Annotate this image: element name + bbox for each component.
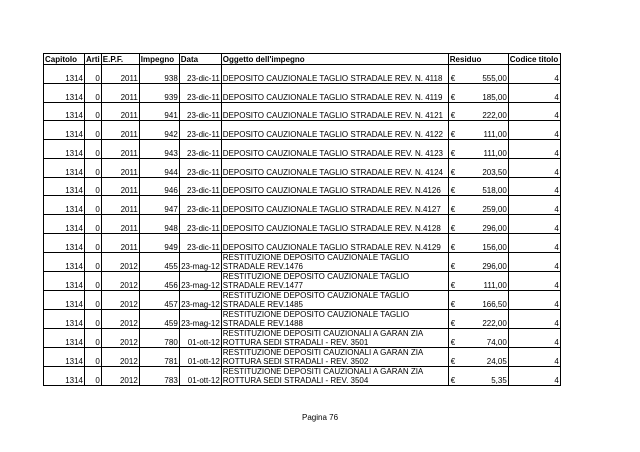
- cell-impegno: 949: [139, 233, 179, 252]
- cell-capitolo: 1314: [44, 366, 85, 385]
- cell-impegno: 944: [139, 158, 179, 177]
- cell-capitolo: 1314: [44, 140, 85, 159]
- oggetto-line: DEPOSITO CAUZIONALE TAGLIO STRADALE REV. N. 4118: [222, 73, 443, 83]
- oggetto-line: DEPOSITO CAUZIONALE TAGLIO STRADALE REV. N. 4119: [222, 92, 443, 102]
- cell-residuo: [448, 102, 508, 121]
- cell-residuo: [448, 158, 508, 177]
- residuo-amount: 555,00: [482, 73, 507, 83]
- cell-data: 01-ott-12: [179, 328, 221, 347]
- cell-impegno: 459: [139, 309, 179, 328]
- cell-oggetto: [221, 140, 448, 159]
- cell-oggetto: [221, 366, 448, 385]
- cell-data: 23-mag-12: [179, 290, 221, 309]
- cell-codice-titolo: 4: [508, 83, 560, 102]
- cell-epf: 2012: [101, 309, 139, 328]
- oggetto-line: RESTITUZIONE DEPOSITO CAUZIONALE TAGLIO: [222, 290, 410, 300]
- oggetto-line: DEPOSITO CAUZIONALE TAGLIO STRADALE REV. N.4126: [222, 186, 441, 196]
- cell-codice-titolo: 4: [508, 158, 560, 177]
- cell-impegno: 946: [139, 177, 179, 196]
- oggetto-line: STRADALE REV.1485: [222, 299, 303, 309]
- currency-symbol: €: [450, 261, 456, 271]
- oggetto-line: DEPOSITO CAUZIONALE TAGLIO STRADALE REV. N.4127: [222, 205, 441, 214]
- cell-oggetto: [221, 177, 448, 196]
- residuo-amount: 156,00: [482, 242, 507, 252]
- table-row: [44, 215, 561, 234]
- cell-arti: 0: [85, 215, 102, 234]
- cell-capitolo: 1314: [44, 309, 85, 328]
- cell-epf: 2012: [101, 290, 139, 309]
- residuo-amount: 111,00: [483, 280, 507, 290]
- cell-data: 01-ott-12: [179, 366, 221, 385]
- oggetto-line: RESTITUZIONE DEPOSITI CAUZIONALI A GARAN ZIA: [222, 328, 424, 338]
- impegni-table: [43, 53, 561, 386]
- cell-capitolo: 1314: [44, 347, 85, 366]
- cell-arti: 0: [85, 252, 102, 271]
- cell-residuo: [448, 347, 508, 366]
- cell-data: 23-mag-12: [179, 252, 221, 271]
- cell-impegno: 947: [139, 196, 179, 215]
- cell-data: 23-mag-12: [179, 271, 221, 290]
- cell-capitolo: 1314: [44, 196, 85, 215]
- cell-data: 23-dic-11: [179, 121, 221, 140]
- table-row: [44, 271, 561, 290]
- cell-arti: 0: [85, 177, 102, 196]
- cell-epf: 2011: [101, 233, 139, 252]
- cell-oggetto: [221, 347, 448, 366]
- cell-capitolo: 1314: [44, 83, 85, 102]
- cell-impegno: 941: [139, 102, 179, 121]
- cell-capitolo: 1314: [44, 233, 85, 252]
- cell-impegno: 455: [139, 252, 179, 271]
- oggetto-line: RESTITUZIONE DEPOSITO CAUZIONALE TAGLIO: [222, 309, 410, 319]
- cell-data: 23-dic-11: [179, 233, 221, 252]
- cell-residuo: [448, 140, 508, 159]
- cell-epf: 2012: [101, 328, 139, 347]
- oggetto-line: ROTTURA SEDI STRADALI - REV. 3501: [222, 337, 369, 347]
- residuo-amount: 74,00: [486, 337, 507, 347]
- cell-codice-titolo: 4: [508, 65, 560, 84]
- cell-codice-titolo: 4: [508, 102, 560, 121]
- residuo-amount: 518,00: [482, 186, 507, 196]
- oggetto-line: RESTITUZIONE DEPOSITO CAUZIONALE TAGLIO: [222, 271, 410, 281]
- cell-arti: 0: [85, 83, 102, 102]
- table-row: [44, 140, 561, 159]
- cell-residuo: [448, 65, 508, 84]
- cell-residuo: [448, 83, 508, 102]
- currency-symbol: €: [450, 186, 456, 196]
- oggetto-line: STRADALE REV.1476: [222, 261, 303, 271]
- residuo-amount: 259,00: [482, 205, 507, 214]
- cell-oggetto: [221, 271, 448, 290]
- header-row: [44, 54, 561, 65]
- cell-epf: 2011: [101, 158, 139, 177]
- oggetto-line: DEPOSITO CAUZIONALE TAGLIO STRADALE REV. N. 4123: [222, 148, 444, 158]
- cell-capitolo: 1314: [44, 271, 85, 290]
- oggetto-line: DEPOSITO CAUZIONALE TAGLIO STRADALE REV. N. 4122: [222, 130, 444, 139]
- cell-impegno: 780: [139, 328, 179, 347]
- table-row: [44, 252, 561, 271]
- cell-capitolo: 1314: [44, 177, 85, 196]
- cell-capitolo: 1314: [44, 65, 85, 84]
- header-epf: E.P.F.: [101, 54, 139, 65]
- cell-codice-titolo: 4: [508, 233, 560, 252]
- cell-oggetto: [221, 290, 448, 309]
- cell-capitolo: 1314: [44, 328, 85, 347]
- currency-symbol: €: [450, 280, 456, 290]
- table-row: [44, 347, 561, 366]
- currency-symbol: €: [450, 111, 456, 121]
- cell-impegno: 943: [139, 140, 179, 159]
- cell-epf: 2012: [101, 252, 139, 271]
- cell-residuo: [448, 309, 508, 328]
- cell-arti: 0: [85, 328, 102, 347]
- cell-arti: 0: [85, 140, 102, 159]
- residuo-amount: 166,50: [482, 299, 507, 309]
- cell-codice-titolo: 4: [508, 140, 560, 159]
- cell-capitolo: 1314: [44, 215, 85, 234]
- residuo-amount: 24,05: [486, 356, 507, 366]
- residuo-amount: 296,00: [482, 223, 507, 233]
- oggetto-line: DEPOSITO CAUZIONALE TAGLIO STRADALE REV. N.4128: [222, 223, 441, 233]
- residuo-amount: 222,00: [482, 318, 507, 328]
- cell-oggetto: [221, 158, 448, 177]
- cell-codice-titolo: 4: [508, 196, 560, 215]
- residuo-amount: 203,50: [482, 167, 507, 177]
- residuo-amount: 185,00: [482, 92, 507, 102]
- cell-oggetto: [221, 215, 448, 234]
- cell-capitolo: 1314: [44, 290, 85, 309]
- cell-arti: 0: [85, 65, 102, 84]
- currency-symbol: €: [450, 318, 456, 328]
- table-row: [44, 158, 561, 177]
- cell-data: 01-ott-12: [179, 347, 221, 366]
- cell-arti: 0: [85, 233, 102, 252]
- cell-oggetto: [221, 328, 448, 347]
- cell-impegno: 948: [139, 215, 179, 234]
- cell-epf: 2011: [101, 121, 139, 140]
- currency-symbol: €: [450, 92, 456, 102]
- currency-symbol: €: [450, 356, 456, 366]
- table-row: [44, 121, 561, 140]
- cell-residuo: [448, 366, 508, 385]
- cell-arti: 0: [85, 290, 102, 309]
- residuo-amount: 296,00: [482, 261, 507, 271]
- cell-capitolo: 1314: [44, 158, 85, 177]
- oggetto-line: STRADALE REV.1488: [222, 318, 303, 328]
- cell-impegno: 456: [139, 271, 179, 290]
- header-arti: Arti: [86, 54, 100, 64]
- cell-oggetto: [221, 83, 448, 102]
- residuo-amount: 111,00: [483, 148, 507, 158]
- table-body: [44, 65, 561, 386]
- cell-epf: 2011: [101, 65, 139, 84]
- oggetto-line: DEPOSITO CAUZIONALE TAGLIO STRADALE REV. N.4129: [222, 242, 441, 252]
- header-data: Data: [179, 54, 221, 65]
- cell-codice-titolo: 4: [508, 121, 560, 140]
- cell-residuo: [448, 121, 508, 140]
- cell-arti: 0: [85, 196, 102, 215]
- cell-residuo: [448, 252, 508, 271]
- oggetto-line: RESTITUZIONE DEPOSITI CAUZIONALI A GARAN ZIA: [222, 347, 424, 357]
- oggetto-line: DEPOSITO CAUZIONALE TAGLIO STRADALE REV. N. 4121: [222, 111, 444, 121]
- cell-data: 23-dic-11: [179, 177, 221, 196]
- cell-codice-titolo: 4: [508, 290, 560, 309]
- header-codice-titolo: Codice titolo: [508, 54, 560, 65]
- cell-data: 23-dic-11: [179, 102, 221, 121]
- table-row: [44, 177, 561, 196]
- currency-symbol: €: [450, 223, 456, 233]
- cell-epf: 2012: [101, 347, 139, 366]
- cell-data: 23-dic-11: [179, 83, 221, 102]
- cell-oggetto: [221, 121, 448, 140]
- cell-residuo: [448, 215, 508, 234]
- cell-impegno: 938: [139, 65, 179, 84]
- oggetto-line: DEPOSITO CAUZIONALE TAGLIO STRADALE REV. N. 4124: [222, 167, 444, 177]
- cell-arti: 0: [85, 271, 102, 290]
- cell-data: 23-dic-11: [179, 215, 221, 234]
- cell-codice-titolo: 4: [508, 252, 560, 271]
- cell-data: 23-mag-12: [179, 309, 221, 328]
- table-row: [44, 290, 561, 309]
- cell-data: 23-dic-11: [179, 65, 221, 84]
- table-row: [44, 366, 561, 385]
- residuo-amount: 222,00: [482, 111, 507, 121]
- cell-oggetto: [221, 309, 448, 328]
- cell-arti: 0: [85, 121, 102, 140]
- cell-oggetto: [221, 233, 448, 252]
- cell-codice-titolo: 4: [508, 309, 560, 328]
- currency-symbol: €: [450, 299, 456, 309]
- header-capitolo: Capitolo: [44, 54, 85, 65]
- cell-capitolo: 1314: [44, 121, 85, 140]
- cell-arti: 0: [85, 102, 102, 121]
- cell-residuo: [448, 328, 508, 347]
- cell-residuo: [448, 177, 508, 196]
- oggetto-line: ROTTURA SEDI STRADALI - REV. 3504: [222, 375, 369, 385]
- cell-epf: 2012: [101, 271, 139, 290]
- cell-residuo: [448, 271, 508, 290]
- cell-residuo: [448, 196, 508, 215]
- currency-symbol: €: [450, 148, 456, 158]
- cell-data: 23-dic-11: [179, 158, 221, 177]
- cell-epf: 2011: [101, 215, 139, 234]
- oggetto-line: STRADALE REV.1477: [222, 280, 303, 290]
- cell-codice-titolo: 4: [508, 366, 560, 385]
- oggetto-line: ROTTURA SEDI STRADALI - REV. 3502: [222, 356, 369, 366]
- table-row: [44, 233, 561, 252]
- header-residuo: Residuo: [448, 54, 508, 65]
- cell-oggetto: [221, 65, 448, 84]
- cell-epf: 2012: [101, 366, 139, 385]
- cell-oggetto: [221, 252, 448, 271]
- cell-epf: 2011: [101, 83, 139, 102]
- cell-impegno: 781: [139, 347, 179, 366]
- cell-epf: 2011: [101, 177, 139, 196]
- table-row: [44, 196, 561, 215]
- cell-arti: 0: [85, 309, 102, 328]
- table-row: [44, 309, 561, 328]
- cell-impegno: 942: [139, 121, 179, 140]
- cell-data: 23-dic-11: [179, 140, 221, 159]
- cell-capitolo: 1314: [44, 252, 85, 271]
- currency-symbol: €: [450, 337, 456, 347]
- table-row: [44, 102, 561, 121]
- currency-symbol: €: [450, 73, 456, 83]
- currency-symbol: €: [450, 205, 456, 214]
- table-row: [44, 65, 561, 84]
- cell-epf: 2011: [101, 140, 139, 159]
- cell-arti: 0: [85, 347, 102, 366]
- table-row: [44, 83, 561, 102]
- cell-epf: 2011: [101, 196, 139, 215]
- cell-arti: 0: [85, 158, 102, 177]
- cell-codice-titolo: 4: [508, 328, 560, 347]
- cell-codice-titolo: 4: [508, 215, 560, 234]
- currency-symbol: €: [450, 242, 456, 252]
- residuo-amount: 5,35: [491, 375, 507, 385]
- cell-impegno: 939: [139, 83, 179, 102]
- currency-symbol: €: [450, 167, 456, 177]
- cell-data: 23-dic-11: [179, 196, 221, 215]
- cell-oggetto: [221, 102, 448, 121]
- currency-symbol: €: [450, 375, 456, 385]
- cell-impegno: 783: [139, 366, 179, 385]
- oggetto-line: RESTITUZIONE DEPOSITI CAUZIONALI A GARAN ZIA: [222, 366, 424, 376]
- cell-codice-titolo: 4: [508, 177, 560, 196]
- oggetto-line: RESTITUZIONE DEPOSITO CAUZIONALE TAGLIO: [222, 252, 410, 262]
- cell-arti: 0: [85, 366, 102, 385]
- cell-residuo: [448, 290, 508, 309]
- cell-codice-titolo: 4: [508, 347, 560, 366]
- cell-capitolo: 1314: [44, 102, 85, 121]
- spreadsheet-page: [43, 53, 561, 386]
- cell-oggetto: [221, 196, 448, 215]
- cell-impegno: 457: [139, 290, 179, 309]
- page-number: Pagina 76: [301, 413, 339, 422]
- table-row: [44, 328, 561, 347]
- currency-symbol: €: [450, 130, 456, 139]
- cell-codice-titolo: 4: [508, 271, 560, 290]
- header-oggetto: Oggetto dell'impegno: [221, 54, 448, 65]
- cell-epf: 2011: [101, 102, 139, 121]
- residuo-amount: 111,00: [483, 130, 507, 139]
- header-impegno: Impegno: [139, 54, 179, 65]
- cell-residuo: [448, 233, 508, 252]
